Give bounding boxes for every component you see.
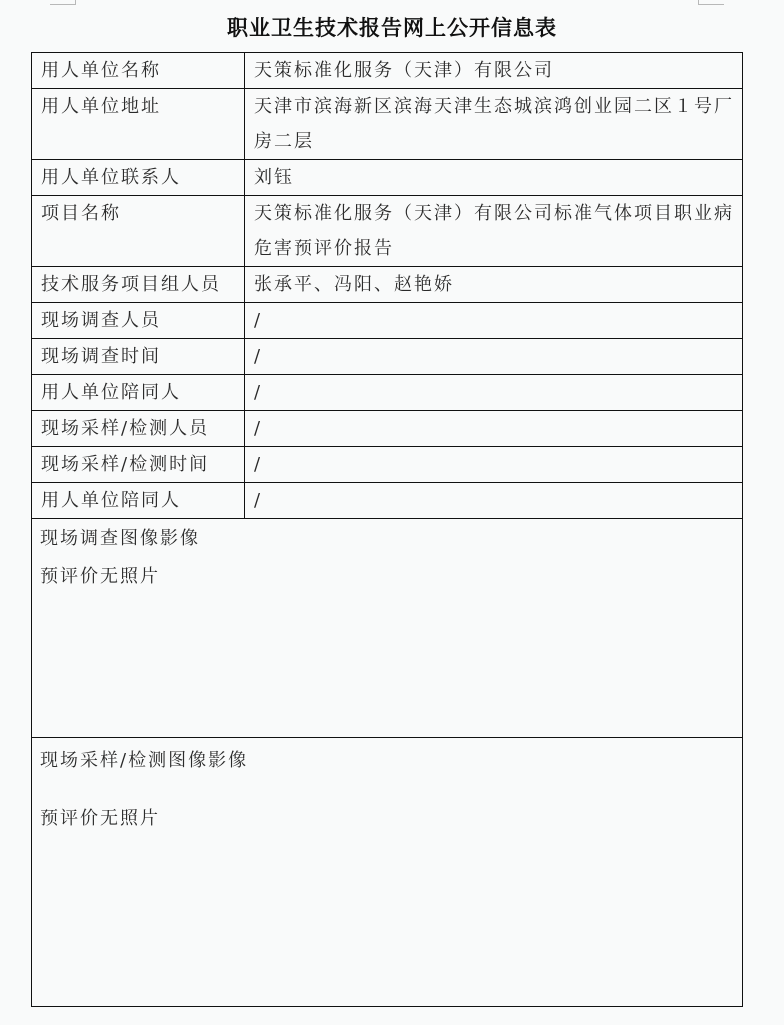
- table-row-sampling-staff: [32, 411, 743, 447]
- row-label: 用人单位陪同人: [32, 375, 245, 411]
- survey-photo-section: [32, 519, 743, 738]
- photo-section-note: 预评价无照片: [40, 808, 160, 829]
- row-label: 项目名称: [32, 196, 245, 267]
- table-row-employer-name: [32, 53, 743, 89]
- table-row-survey-photos: [32, 519, 743, 738]
- table-row-survey-escort: [32, 375, 743, 411]
- photo-section-heading: 现场调查图像影像: [40, 528, 200, 549]
- row-value: 天津市滨海新区滨海天津生态城滨鸿创业园二区１号厂房二层: [245, 89, 743, 160]
- info-table: [31, 52, 743, 1007]
- page-corner-mark-right: [698, 0, 724, 5]
- table-row-survey-time: [32, 339, 743, 375]
- row-value: /: [245, 483, 743, 519]
- sampling-photo-section: [32, 738, 743, 1007]
- table-row-employer-address: [32, 89, 743, 160]
- row-label: 现场采样/检测时间: [32, 447, 245, 483]
- row-value: /: [245, 303, 743, 339]
- table-row-sampling-time: [32, 447, 743, 483]
- photo-section-note: 预评价无照片: [40, 566, 160, 587]
- table-row-employer-contact: [32, 160, 743, 196]
- row-value: /: [245, 411, 743, 447]
- row-label: 用人单位地址: [32, 89, 245, 160]
- row-label: 现场采样/检测人员: [32, 411, 245, 447]
- table-row-project-name: [32, 196, 743, 267]
- photo-section-heading: 现场采样/检测图像影像: [40, 750, 249, 771]
- table-row-sampling-photos: [32, 738, 743, 1007]
- table-row-survey-staff: [32, 303, 743, 339]
- row-value: /: [245, 447, 743, 483]
- row-label: 现场调查时间: [32, 339, 245, 375]
- row-label: 用人单位名称: [32, 53, 245, 89]
- row-label: 用人单位陪同人: [32, 483, 245, 519]
- row-label: 用人单位联系人: [32, 160, 245, 196]
- row-value: 天策标准化服务（天津）有限公司: [245, 53, 743, 89]
- row-label: 技术服务项目组人员: [32, 267, 245, 303]
- row-value: 天策标准化服务（天津）有限公司标准气体项目职业病危害预评价报告: [245, 196, 743, 267]
- table-row-sampling-escort: [32, 483, 743, 519]
- table-row-project-team: [32, 267, 743, 303]
- row-value: /: [245, 339, 743, 375]
- row-value: 张承平、冯阳、赵艳娇: [245, 267, 743, 303]
- row-label: 现场调查人员: [32, 303, 245, 339]
- row-value: 刘钰: [245, 160, 743, 196]
- page-corner-mark-left: [50, 0, 76, 5]
- document-title: 职业卫生技术报告网上公开信息表: [227, 15, 557, 40]
- row-value: /: [245, 375, 743, 411]
